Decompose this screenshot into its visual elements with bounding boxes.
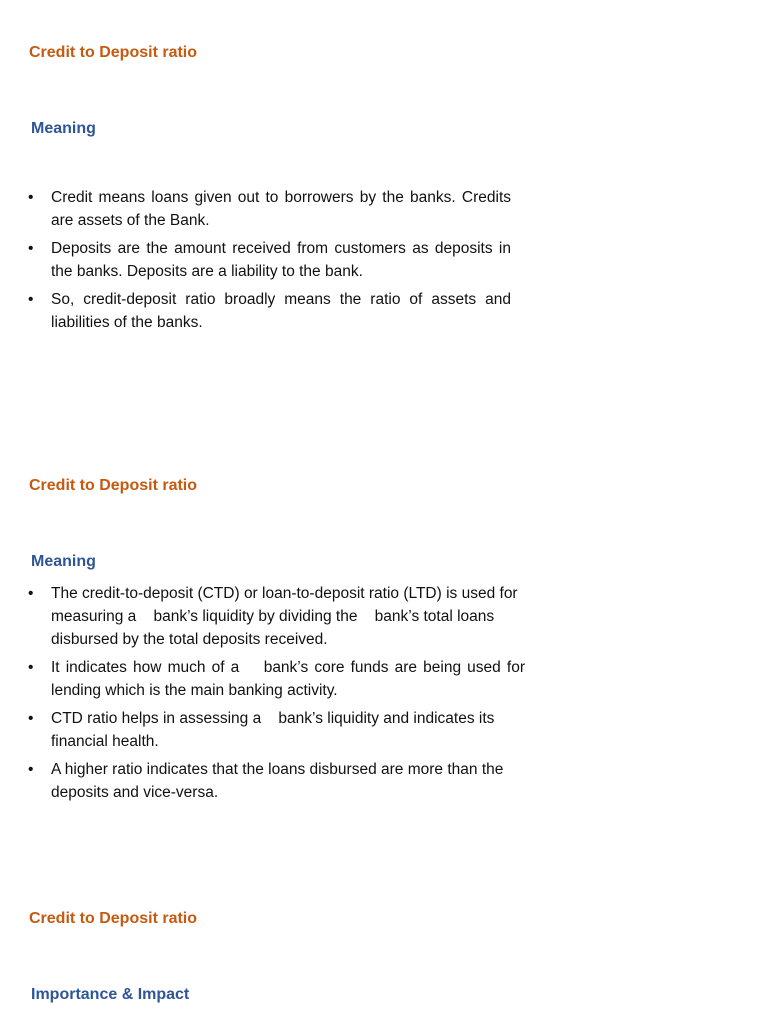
bullet-item xyxy=(28,582,548,651)
slide-2-title: Credit to Deposit ratio xyxy=(29,477,198,494)
bullet-item xyxy=(28,758,548,804)
bullet-item xyxy=(28,656,525,702)
bullet-item xyxy=(28,186,511,232)
bullet-dot-icon: • xyxy=(28,189,34,206)
bullet-text: The credit-to-deposit (CTD) or loan-to-deposit ratio (LTD) is used for measuring a bank’s liquidity by dividing the bank’s total loans disbursed by the total deposits received. xyxy=(51,585,518,648)
bullet-text: Credit means loans given out to borrowers by the banks. Credits are assets of the Bank. xyxy=(51,189,511,229)
bullet-item xyxy=(28,288,511,334)
bullet-dot-icon: • xyxy=(28,240,34,257)
bullet-dot-icon: • xyxy=(28,659,34,676)
slide-1-bullet-list xyxy=(28,186,511,339)
slide-3-heading: Importance & Impact xyxy=(31,986,190,1003)
slide-1-title: Credit to Deposit ratio xyxy=(29,44,198,61)
slide-2-heading: Meaning xyxy=(31,553,96,570)
slide-1-heading: Meaning xyxy=(31,120,96,137)
bullet-dot-icon: • xyxy=(28,585,34,602)
bullet-item xyxy=(28,237,511,283)
bullet-item xyxy=(28,707,548,753)
slide-3-title: Credit to Deposit ratio xyxy=(29,910,198,927)
bullet-text: It indicates how much of a bank’s core funds are being used for lending which is the main banking activity. xyxy=(51,659,525,699)
bullet-text: CTD ratio helps in assessing a bank’s liquidity and indicates its financial health. xyxy=(51,710,495,750)
bullet-text: A higher ratio indicates that the loans disbursed are more than the deposits and vice-versa. xyxy=(51,761,504,801)
bullet-dot-icon: • xyxy=(28,710,34,727)
bullet-dot-icon: • xyxy=(28,291,34,308)
bullet-dot-icon: • xyxy=(28,761,34,778)
slide-2-bullet-list xyxy=(28,582,548,809)
bullet-text: Deposits are the amount received from customers as deposits in the banks. Deposits are a liability to the bank. xyxy=(51,240,511,280)
bullet-text: So, credit-deposit ratio broadly means the ratio of assets and liabilities of the banks. xyxy=(51,291,511,331)
